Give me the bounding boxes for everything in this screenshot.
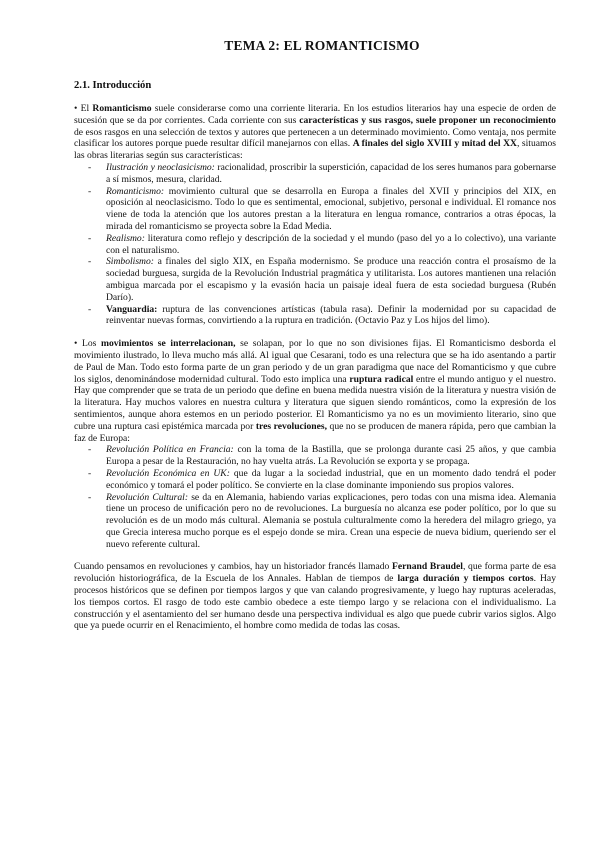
text-run: . Hay procesos históricos que se definen por tiempos largos y que van calando progresivamente, y luego hay rupturas aceleradas, los tiempos cortos. El rasgo de todo este cambio obedece a este tiempo largo y se relaciona con el individualismo. La construcción y el asentamiento del ser humano desde una perspectiva individual es algo que puede cubrir varios siglos. Algo que ya puede ocurrir en el Renacimiento, el hombre como medida de todas las cosas. [74,573,556,632]
bold-run: A finales del siglo XVIII y mitad del XX [352,138,517,150]
movements-list [74,162,556,327]
section-heading: 2.1. Introducción [74,80,152,91]
list-item-term: Revolución Cultural: [106,491,189,503]
list-item-term: Revolución Económica en UK: [106,467,230,479]
text-run: suele considerarse como una corriente literaria. En los estudios literarios hay una especie de orden de sucesión que se da por corrientes. Cada corriente con sus [74,103,556,126]
list-item-text: con la toma de la Bastilla, que se prolonga durante casi 25 años, y que cambia Europa a pesar de la Restauración, no hay vuelta atrás. La Revolución se exporta y se propaga. [106,444,556,468]
bold-run: tres revoluciones, [255,420,328,432]
paragraph-intro [74,103,556,162]
bold-run: ruptura radical [349,373,414,385]
list-item-text: ruptura de las convenciones artísticas (tabula rasa). Definir la modernidad por su capacidad de reinventar nuevas formas, convirtiendo a la ruptura en tradición. (Octavio Paz y Los hijos del limo). [106,303,556,327]
list-item-text: se da en Alemania, habiendo varias explicaciones, pero todas con una misma idea. Alemania tiene un proceso de unificación pero no de revoluciones. La burguesía no alcanza ese poder político, por lo que su revolución es de un modo más cultural. Alemania se postula culturalmente como la heredera del milagro griego, ya que Grecia interesa mucho porque es el espejo donde se mira. Crean una especie de nueva bidium, queriendo ser el nuevo referente cultural. [106,491,556,550]
list-item-text: racionalidad, proscribir la superstición, capacidad de los seres humanos para gobernarse a sí mismos, mesura, claridad. [106,161,557,185]
list-item-text: literatura como reflejo y descripción de la sociedad y el mundo (paso del yo a lo colectivo), una variante con el naturalismo. [106,232,556,256]
text-run: • Los [74,338,101,350]
list-item-text: movimiento cultural que se desarrolla en Europa a finales del XVII y principios del XIX, en oposición al neoclasicismo. Todo lo que es sentimental, emocional, subjetivo, personal e individual. El romance nos viene de toda la atención que los autores prestan a la literatura en lengua romance, contrarios a otras épocas, la mirada del romanticismo se proyecta sobre la Edad Media. [106,185,556,232]
list-item-term: Vanguardia: [106,303,158,315]
list-item [88,468,556,492]
text-run: se solapan, por lo que no son divisiones fijas. El Romanticismo desborda el movimiento ilustrado, lo lleva mucho más allá. Al igual que Cesarani, todo es una relectura que se ha ido asentando a partir de Paul de Man. Todo esto forma parte de un gran periodo y de un gran paradigma que nace del Romanticismo y que cubre los siglos, denominándose modernidad cultural. Todo esto implica una [74,338,556,385]
list-item-term: Realismo: [106,232,145,244]
bold-run: características y sus rasgos, suele proponer un reconocimiento [299,114,556,126]
list-item-term: Ilustración y neoclasicismo: [106,161,215,173]
paragraph-braudel [74,561,556,632]
list-item-text: que da lugar a la sociedad industrial, que en un momento dado tendrá el poder económico y tomará el poder político. Se convierte en la clase dominante imponiendo sus propios valores. [106,467,556,491]
list-item [88,186,556,233]
list-item [88,233,556,257]
list-item-term: Revolución Política en Francia: [106,444,234,456]
page-title: TEMA 2: EL ROMANTICISMO [224,38,420,53]
text-run: entre el mundo antiguo y el nuestro. Hay que comprender que se trata de un periodo que define en buena medida nuestra visión de la literatura y nuestra visión de la literatura. Hay muchos valores en nuestra cultura y literatura que siguen siendo románticos, como la expresión de los sentimientos, aunque ahora estemos en un periodo posterior. El Romanticismo ya no es un movimiento literario, sino que cubre una ruptura casi epistémica marcada por [74,373,556,432]
text-run: • El [74,103,93,114]
spacer [74,550,556,561]
list-item-text: a finales del siglo XIX, en España modernismo. Se produce una reacción contra el prosaísmo de la sociedad burguesa, surgida de la Revolución Industrial pragmática y utilitarista. Los autores mantienen una relación ambigua marcada por el escapismo y la evasión hacia un paisaje ideal fuera de esta sociedad burguesa (Rubén Darío). [106,256,556,303]
list-item-term: Simbolismo: [106,256,154,268]
text-run: Cuando pensamos en revoluciones y cambios, hay un historiador francés llamado [74,561,393,573]
spacer [74,327,556,338]
paragraph-interrelation [74,338,556,444]
list-item [88,162,556,186]
revolutions-list [74,444,556,550]
bold-run: Romanticismo [92,103,152,114]
list-item [88,304,556,328]
text-run: que no se producen de manera rápida, pero que cambian la faz de Europa: [74,420,556,444]
list-item [88,444,556,468]
bold-run: Fernand Braudel [392,561,463,573]
list-item-term: Romanticismo: [106,185,165,197]
list-item [88,256,556,303]
bold-run: larga duración y tiempos cortos [397,573,534,585]
bold-run: movimientos se interrelacionan, [100,338,236,350]
text-run: de esos rasgos en una selección de textos y autores que pertenecen a un determinado movimiento. Como ventaja, nos permite clasificar los autores porque puede resultar difícil manejarnos con ellas. [74,126,556,150]
list-item [88,492,556,551]
text-run: , que forma parte de esa revolución historiográfica, de la Escuela de los Annales. Hablan de tiempos de [74,561,556,585]
text-run: , situamos las obras literarias según sus características: [74,138,557,162]
